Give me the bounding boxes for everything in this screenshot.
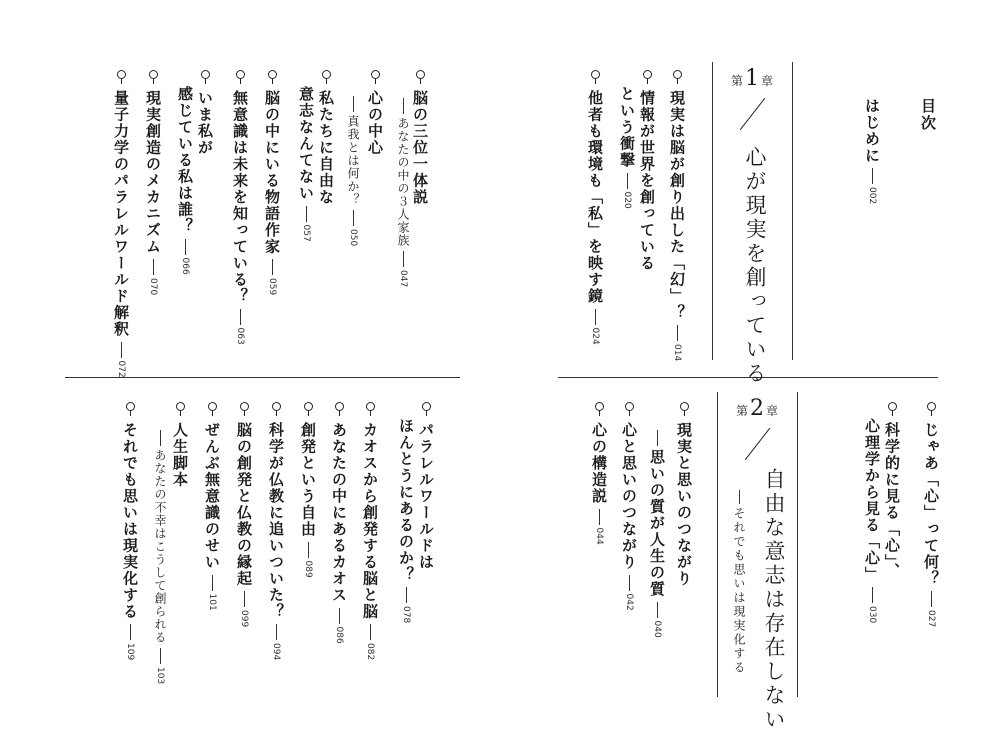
chapter2-heading xyxy=(717,392,797,732)
toc-entry-ch2-1-sub[interactable]: 思いの質が人生の質040 xyxy=(647,426,667,638)
toc-entry-lb-4[interactable]: 創発という自由089 xyxy=(298,402,318,578)
bullet-icon xyxy=(672,70,683,85)
toc-entry-lb-7[interactable]: ぜんぶ無意識のせい101 xyxy=(202,402,222,611)
toc-entry-ch1-2[interactable]: 情報が世界を創っている という衝撃020 xyxy=(617,70,657,272)
toc-entry-left-5[interactable]: 無意識は未来を知っている？063 xyxy=(230,70,250,345)
toc-title: 目次 xyxy=(919,98,937,132)
toc-entry-left-6[interactable]: いま私が 感じている私は誰？066 xyxy=(175,70,215,275)
chapter2-label: 第2 章 xyxy=(735,396,779,421)
toc-entry-rb-1[interactable]: じゃあ「心」って何？027 xyxy=(921,402,941,627)
bullet-icon xyxy=(207,402,218,417)
bullet-icon xyxy=(303,402,314,417)
bullet-icon xyxy=(148,70,159,85)
bullet-icon xyxy=(624,402,635,417)
toc-entry-ch2-2[interactable]: 心と思いのつながり042 xyxy=(619,402,639,611)
toc-entry-left-8[interactable]: 量子力学のパラレルワールド解釈072 xyxy=(111,70,131,378)
bullet-icon xyxy=(239,402,250,417)
bullet-icon xyxy=(590,70,601,85)
bullet-icon xyxy=(116,70,127,85)
toc-entry-lb-2[interactable]: カオスから創発する脳と脳082 xyxy=(360,402,380,660)
bullet-icon xyxy=(887,402,898,417)
bullet-icon xyxy=(175,402,186,417)
toc-entry-ch2-1[interactable]: 現実と思いのつながり xyxy=(674,402,694,587)
toc-entry-lb-3[interactable]: あなたの中にあるカオス086 xyxy=(329,402,349,644)
toc-entry-ch1-3[interactable]: 他者も環境も「私」を映す鏡024 xyxy=(585,70,605,345)
toc-entry-ch1-1[interactable]: 現実は脳が創り出した「幻」？014 xyxy=(667,70,687,361)
chapter2-slash xyxy=(745,428,770,460)
bullet-icon xyxy=(370,70,381,85)
toc-entry-left-2[interactable]: 心の中心 xyxy=(365,70,385,156)
bullet-icon xyxy=(271,402,282,417)
toc-entry-lb-8[interactable]: 人生脚本 xyxy=(170,402,190,488)
chapter2-title: 自由な意志は存在しない xyxy=(762,468,786,732)
bullet-icon xyxy=(594,402,605,417)
toc-entry-lb-8-sub[interactable]: あなたの不幸はこうして創られる103 xyxy=(150,426,170,684)
toc-entry-lb-5[interactable]: 科学が仏教に追いついた？094 xyxy=(266,402,286,660)
chapter1-slash xyxy=(740,98,765,130)
bullet-icon xyxy=(679,402,690,417)
toc-entry-left-2-sub[interactable]: 真我とは何か？050 xyxy=(343,92,363,246)
bullet-icon xyxy=(267,70,278,85)
bullet-icon xyxy=(365,402,376,417)
bullet-icon xyxy=(926,402,937,417)
chapter1-title: 心が現実を創っている xyxy=(743,146,767,386)
bullet-icon xyxy=(125,402,136,417)
toc-entry-left-4[interactable]: 脳の中にいる物語作家059 xyxy=(262,70,282,295)
toc-entry-left-1[interactable]: 脳の三位一体説 xyxy=(410,70,430,206)
chapter1-heading xyxy=(712,62,792,386)
toc-entry-lb-1[interactable]: パラレルワールドは ほんとうにあるのか？078 xyxy=(396,402,436,623)
bullet-icon xyxy=(415,70,426,85)
bullet-icon xyxy=(200,70,211,85)
toc-intro[interactable]: はじめに002 xyxy=(863,98,881,205)
toc-entry-rb-2[interactable]: 科学的に見る「心」、 心理学から見る「心」030 xyxy=(862,402,902,623)
chapter2-subtitle: それでも思いは現実化する xyxy=(731,486,748,675)
bullet-icon xyxy=(642,70,653,85)
bullet-icon xyxy=(421,402,432,417)
toc-entry-left-3[interactable]: 私たちに自由な 意志なんてない057 xyxy=(296,70,336,242)
bullet-icon xyxy=(235,70,246,85)
toc-entry-lb-9[interactable]: それでも思いは現実化する109 xyxy=(120,402,140,660)
toc-entry-left-7[interactable]: 現実創造のメカニズム070 xyxy=(143,70,163,295)
bullet-icon xyxy=(321,70,332,85)
toc-entry-lb-6[interactable]: 脳の創発と仏教の縁起099 xyxy=(234,402,254,627)
toc-entry-left-1-sub[interactable]: あなたの中の３人家族047 xyxy=(393,94,413,287)
bullet-icon xyxy=(334,402,345,417)
chapter1-label: 第1 章 xyxy=(730,66,774,91)
toc-entry-ch2-3[interactable]: 心の構造説044 xyxy=(589,402,609,545)
